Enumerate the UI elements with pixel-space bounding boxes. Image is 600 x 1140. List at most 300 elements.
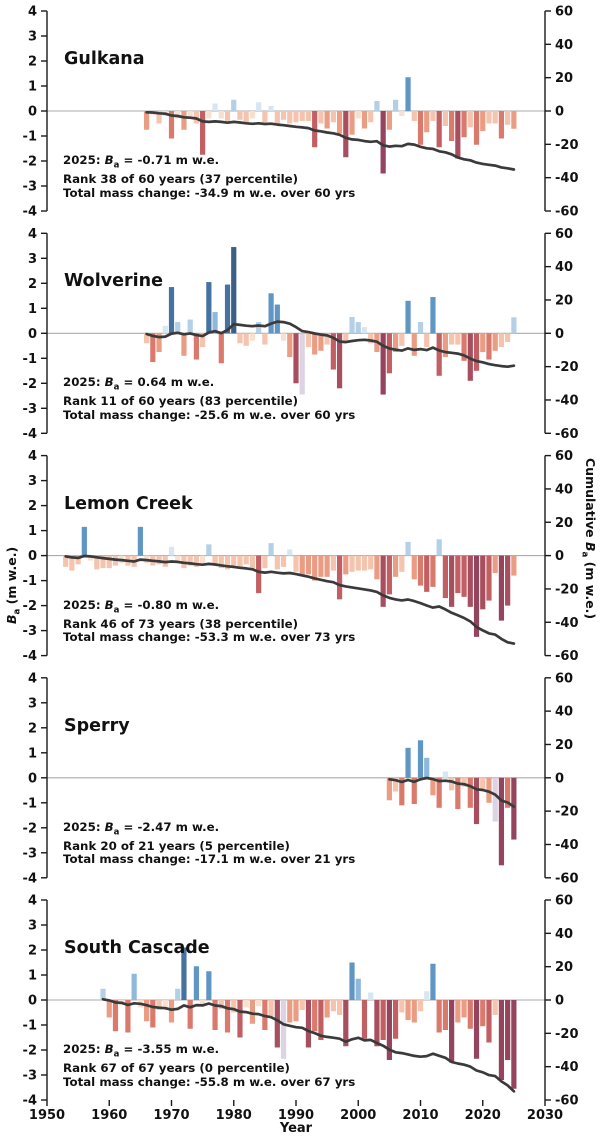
right-tick-label: 20	[555, 71, 574, 87]
annotation-line-rank: Rank 46 of 73 years (38 percentile)	[63, 616, 299, 631]
mass-balance-bar-2009	[412, 333, 417, 356]
left-tick-label: -3	[22, 401, 37, 417]
mass-balance-bar-2007	[399, 556, 404, 572]
x-tick-label: 2000	[340, 1108, 377, 1123]
annotation-line-total: Total mass change: -53.3 m w.e. over 73 yrs	[63, 630, 356, 645]
mass-balance-bar-2004	[381, 111, 386, 174]
mass-balance-bar-1986	[269, 1000, 274, 1016]
mass-balance-bar-1983	[250, 333, 255, 341]
right-tick-label: 20	[555, 515, 574, 531]
mass-balance-bar-2015	[449, 556, 454, 607]
mass-balance-bar-1992	[306, 556, 311, 575]
mass-balance-bar-2014	[443, 111, 448, 126]
mass-balance-bar-1987	[275, 111, 280, 125]
left-tick-label: -2	[22, 821, 37, 837]
mass-balance-bar-2017	[461, 1000, 466, 1018]
annotation-line-total: Total mass change: -25.6 m w.e. over 60 yrs	[63, 407, 356, 422]
right-tick-label: 60	[555, 449, 574, 465]
right-tick-label: 40	[555, 926, 574, 942]
panel-title-sperry: Sperry	[64, 715, 130, 736]
mass-balance-bar-1995	[325, 1000, 330, 1018]
mass-balance-bar-1988	[281, 333, 286, 341]
mass-balance-bar-1976	[206, 971, 211, 1000]
mass-balance-bar-2022	[493, 556, 498, 574]
mass-balance-bar-1982	[244, 1000, 249, 1008]
mass-balance-bar-2013	[437, 111, 442, 147]
right-tick-label: -60	[555, 1093, 579, 1109]
right-tick-label: 0	[555, 104, 565, 120]
left-tick-label: 4	[27, 671, 37, 687]
right-tick-label: -60	[555, 426, 579, 442]
mass-balance-bar-1973	[188, 320, 193, 334]
mass-balance-bar-2024	[505, 111, 510, 125]
mass-balance-bar-2012	[430, 964, 435, 1000]
mass-balance-bar-1985	[262, 111, 267, 122]
mass-balance-bar-2024	[505, 333, 510, 342]
left-tick-label: 1	[27, 79, 37, 95]
x-tick-label: 1960	[91, 1108, 128, 1123]
mass-balance-bar-1961	[113, 1000, 118, 1031]
right-tick-label: 60	[555, 4, 574, 20]
mass-balance-bar-2020	[480, 778, 485, 789]
right-tick-label: 40	[555, 704, 574, 720]
mass-balance-bar-1997	[337, 1000, 342, 1015]
mass-balance-bar-2014	[443, 1000, 448, 1030]
mass-balance-bar-2020	[480, 111, 485, 131]
mass-balance-bar-2019	[474, 778, 479, 824]
annotation-line-total: Total mass change: -17.1 m w.e. over 21 yrs	[63, 852, 356, 867]
right-tick-label: 20	[555, 737, 574, 753]
mass-balance-bar-1999	[349, 111, 354, 135]
left-tick-label: 4	[27, 893, 37, 909]
mass-balance-bar-2016	[455, 556, 460, 594]
annotation-line-total: Total mass change: -34.9 m w.e. over 60 yrs	[63, 185, 356, 200]
mass-balance-bar-1988	[281, 111, 286, 120]
mass-balance-bar-2023	[499, 556, 504, 621]
mass-balance-bar-1965	[138, 527, 143, 556]
x-tick-label: 2020	[464, 1108, 501, 1123]
mass-balance-bar-2018	[468, 778, 473, 808]
annotation-line-ba: 2025: $B_a = -2.47$ m w.e.	[63, 819, 220, 838]
mass-balance-bar-1981	[237, 111, 242, 120]
mass-balance-bar-2011	[424, 333, 429, 347]
mass-balance-bar-2018	[468, 556, 473, 607]
mass-balance-bar-1986	[269, 293, 274, 333]
left-tick-label: -1	[22, 574, 37, 590]
mass-balance-bar-2015	[449, 111, 454, 141]
left-tick-label: -4	[22, 426, 37, 442]
mass-balance-bar-1989	[287, 1000, 292, 1023]
right-tick-label: 0	[555, 326, 565, 342]
annotation-line-rank: Rank 38 of 60 years (37 percentile)	[63, 171, 299, 186]
mass-balance-bar-2000	[356, 111, 361, 119]
mass-balance-bar-2023	[499, 333, 504, 347]
y-axis-label-annual-balance: $B_a$ (m w.e.)	[4, 546, 23, 624]
mass-balance-bar-1991	[300, 111, 305, 121]
mass-balance-bar-2015	[449, 333, 454, 344]
annotation-line-rank: Rank 11 of 60 years (83 percentile)	[63, 394, 299, 409]
mass-balance-bar-2016	[455, 333, 460, 344]
left-tick-label: 1	[27, 524, 37, 540]
mass-balance-bar-1979	[225, 111, 230, 122]
mass-balance-bar-2021	[486, 111, 491, 124]
mass-balance-bar-1989	[287, 549, 292, 555]
mass-balance-bar-1966	[144, 111, 149, 130]
mass-balance-bar-2005	[387, 556, 392, 595]
mass-balance-bar-1979	[225, 1000, 230, 1033]
mass-balance-bar-1976	[206, 282, 211, 333]
mass-balance-bar-2000	[356, 556, 361, 571]
mass-balance-bar-1977	[212, 104, 217, 112]
right-tick-label: 0	[555, 993, 565, 1009]
annotation-south-cascade	[63, 1043, 355, 1089]
right-tick-label: -40	[555, 837, 579, 853]
y-axis-label-cumulative-balance: Cumulative $B_a$ (m w.e.)	[579, 458, 598, 620]
mass-balance-bar-1996	[331, 111, 336, 122]
mass-balance-bar-1992	[306, 333, 311, 347]
annotation-wolverine	[63, 376, 355, 422]
left-tick-label: -3	[22, 846, 37, 862]
right-tick-label: 60	[555, 226, 574, 242]
mass-balance-bar-2011	[424, 556, 429, 592]
left-tick-label: -2	[22, 1043, 37, 1059]
mass-balance-bar-1978	[219, 111, 224, 119]
mass-balance-bar-2008	[405, 77, 410, 111]
mass-balance-bar-1991	[300, 1000, 305, 1010]
mass-balance-bar-1994	[318, 556, 323, 577]
annotation-line-ba: 2025: $B_a = 0.64$ m w.e.	[63, 375, 215, 393]
mass-balance-bar-1981	[237, 333, 242, 343]
left-tick-label: -1	[22, 796, 37, 812]
mass-balance-bar-1984	[256, 556, 261, 594]
mass-balance-bar-2016	[455, 1000, 460, 1023]
mass-balance-bar-1997	[337, 556, 342, 600]
left-tick-label: -4	[22, 871, 37, 887]
mass-balance-bar-1985	[262, 333, 267, 344]
mass-balance-bar-2005	[387, 333, 392, 373]
mass-balance-bar-2021	[486, 556, 491, 601]
mass-balance-bar-1991	[300, 556, 305, 576]
left-tick-label: 1	[27, 968, 37, 984]
mass-balance-bar-2012	[430, 111, 435, 121]
left-tick-label: 4	[27, 449, 37, 465]
right-tick-label: 40	[555, 37, 574, 53]
mass-balance-bar-1964	[132, 974, 137, 1000]
mass-balance-bar-2002	[368, 993, 373, 1001]
mass-balance-bar-1980	[231, 247, 236, 333]
left-tick-label: -3	[22, 1068, 37, 1084]
mass-balance-bar-1987	[275, 1000, 280, 1048]
mass-balance-bar-2009	[412, 1000, 417, 1023]
mass-balance-bar-2007	[399, 333, 404, 346]
mass-balance-bar-2021	[486, 333, 491, 359]
mass-balance-bar-1999	[349, 556, 354, 572]
mass-balance-bar-2025	[511, 556, 516, 576]
mass-balance-bar-2017	[461, 556, 466, 597]
x-tick-label: 1970	[153, 1108, 190, 1123]
right-tick-label: -40	[555, 1060, 579, 1076]
right-tick-label: 0	[555, 549, 565, 565]
mass-balance-bar-1969	[163, 1000, 168, 1008]
mass-balance-bar-1972	[181, 111, 186, 130]
left-tick-label: -3	[22, 179, 37, 195]
right-tick-label: -40	[555, 171, 579, 187]
annotation-line-ba: 2025: $B_a = -0.71$ m w.e.	[63, 153, 220, 171]
right-tick-label: -20	[555, 137, 579, 153]
left-tick-label: 2	[27, 499, 37, 515]
mass-balance-bar-1986	[269, 106, 274, 111]
mass-balance-bar-1982	[244, 556, 249, 565]
mass-balance-bar-1995	[325, 556, 330, 577]
mass-balance-bar-1985	[262, 556, 267, 569]
mass-balance-bar-1956	[82, 527, 87, 556]
mass-balance-bar-2008	[405, 301, 410, 334]
right-tick-label: -40	[555, 615, 579, 631]
mass-balance-bar-2011	[424, 758, 429, 778]
mass-balance-bar-1976	[206, 544, 211, 555]
mass-balance-bar-1980	[231, 100, 236, 111]
panel-title-gulkana: Gulkana	[64, 49, 145, 69]
mass-balance-bar-1976	[206, 111, 211, 119]
mass-balance-bar-2010	[418, 1000, 423, 1011]
mass-balance-bar-2023	[499, 1000, 504, 1080]
mass-balance-bar-2018	[468, 111, 473, 127]
mass-balance-bar-1990	[293, 556, 298, 572]
x-tick-label: 1990	[277, 1108, 315, 1123]
mass-balance-bar-2005	[387, 111, 392, 130]
x-tick-label: 1950	[28, 1108, 66, 1123]
right-tick-label: -60	[555, 871, 579, 887]
left-tick-label: 2	[27, 943, 37, 959]
mass-balance-bar-2010	[418, 556, 423, 586]
mass-balance-bar-1993	[312, 1000, 317, 1031]
mass-balance-bar-2012	[430, 556, 435, 587]
mass-balance-bar-2019	[474, 333, 479, 371]
mass-balance-bar-2024	[505, 1000, 510, 1060]
mass-balance-bar-2023	[499, 778, 504, 866]
annotation-lemon-creek	[63, 599, 355, 645]
annotation-sperry	[63, 821, 355, 867]
mass-balance-bar-2025	[511, 1000, 516, 1089]
mass-balance-bar-2008	[405, 1000, 410, 1020]
mass-balance-bar-2001	[362, 111, 367, 129]
mass-balance-bar-1987	[275, 556, 280, 570]
mass-balance-bar-1989	[287, 111, 292, 124]
left-tick-label: 0	[27, 326, 37, 342]
mass-balance-bar-2004	[381, 1000, 386, 1040]
x-tick-label: 2010	[402, 1108, 439, 1123]
left-tick-label: -4	[22, 1093, 37, 1109]
annotation-line-rank: Rank 67 of 67 years (0 percentile)	[63, 1060, 290, 1075]
mass-balance-bar-1969	[163, 326, 168, 334]
mass-balance-bar-2001	[362, 556, 367, 571]
mass-balance-bar-1996	[331, 556, 336, 571]
mass-balance-bar-2001	[362, 327, 367, 333]
mass-balance-bar-2021	[486, 1000, 491, 1043]
right-tick-label: 60	[555, 671, 574, 687]
mass-balance-bar-2025	[511, 111, 516, 129]
left-tick-label: 4	[27, 226, 37, 242]
mass-balance-bar-2003	[374, 101, 379, 111]
right-tick-label: -20	[555, 582, 579, 598]
mass-balance-bar-1970	[169, 547, 174, 556]
mass-balance-bar-1972	[181, 333, 186, 356]
right-tick-label: -20	[555, 1026, 579, 1042]
mass-balance-bar-2019	[474, 1000, 479, 1059]
mass-balance-bar-1975	[200, 111, 205, 155]
mass-balance-bar-2004	[381, 556, 386, 607]
mass-balance-bar-2020	[480, 1000, 485, 1026]
right-tick-label: -20	[555, 360, 579, 376]
mass-balance-bar-2014	[443, 772, 448, 778]
mass-balance-bar-2013	[437, 1000, 442, 1033]
mass-balance-bar-2007	[399, 1000, 404, 1013]
mass-balance-bar-1967	[150, 1000, 155, 1028]
mass-balance-bar-2009	[412, 111, 417, 121]
left-tick-label: -1	[22, 1018, 37, 1034]
mass-balance-bar-1994	[318, 111, 323, 124]
panel-title-south-cascade: South Cascade	[64, 938, 210, 958]
mass-balance-bar-2014	[443, 556, 448, 599]
mass-balance-bar-1990	[293, 1000, 298, 1021]
right-tick-label: -60	[555, 649, 579, 665]
mass-balance-bar-1986	[269, 543, 274, 556]
mass-balance-bar-1980	[231, 556, 236, 566]
right-tick-label: 40	[555, 482, 574, 498]
left-tick-label: 0	[27, 549, 37, 565]
mass-balance-bar-2006	[393, 100, 398, 111]
right-tick-label: -60	[555, 204, 579, 220]
left-tick-label: 3	[27, 29, 37, 45]
annotation-line-ba: 2025: $B_a = -3.55$ m w.e.	[63, 1042, 220, 1060]
mass-balance-bar-2010	[418, 740, 423, 778]
left-tick-label: -2	[22, 154, 37, 170]
left-tick-label: -1	[22, 129, 37, 145]
mass-balance-bar-2010	[418, 111, 423, 145]
mass-balance-bar-1999	[349, 317, 354, 333]
mass-balance-bar-2025	[511, 778, 516, 840]
mass-balance-bar-2018	[468, 1000, 473, 1029]
annotation-line-total: Total mass change: -55.8 m w.e. over 67 yrs	[63, 1074, 356, 1089]
mass-balance-bar-1998	[343, 1000, 348, 1046]
mass-balance-bar-1982	[244, 333, 249, 346]
mass-balance-bar-2013	[437, 333, 442, 376]
mass-balance-bar-2025	[511, 317, 516, 333]
left-tick-label: 2	[27, 721, 37, 737]
mass-balance-bar-2000	[356, 979, 361, 1000]
mass-balance-bar-2022	[493, 1000, 498, 1015]
right-tick-label: 40	[555, 260, 574, 276]
left-tick-label: -3	[22, 624, 37, 640]
mass-balance-bar-2019	[474, 111, 479, 145]
mass-balance-bar-2005	[387, 778, 392, 801]
mass-balance-bar-1981	[237, 1000, 242, 1038]
mass-balance-bar-1993	[312, 333, 317, 354]
right-tick-label: 0	[555, 771, 565, 787]
mass-balance-bar-2010	[418, 322, 423, 333]
mass-balance-bar-1998	[343, 111, 348, 157]
mass-balance-bar-2008	[405, 748, 410, 778]
left-tick-label: 0	[27, 771, 37, 787]
mass-balance-bar-2006	[393, 1000, 398, 1039]
left-tick-label: 1	[27, 746, 37, 762]
mass-balance-bar-1970	[169, 287, 174, 333]
mass-balance-bar-2017	[461, 111, 466, 137]
x-axis-label-year: Year	[279, 1121, 313, 1136]
mass-balance-bar-1999	[349, 963, 354, 1001]
mass-balance-bar-1973	[188, 1000, 193, 1029]
mass-balance-bar-2015	[449, 778, 454, 791]
mass-balance-bar-2003	[374, 556, 379, 580]
mass-balance-bar-1987	[275, 305, 280, 334]
left-tick-label: -4	[22, 649, 37, 665]
mass-balance-bar-1997	[337, 111, 342, 134]
mass-balance-bar-1971	[175, 989, 180, 1000]
right-tick-label: 20	[555, 960, 574, 976]
right-tick-label: -20	[555, 804, 579, 820]
mass-balance-bar-1979	[225, 285, 230, 334]
panel-title-lemon-creek: Lemon Creek	[64, 493, 193, 514]
left-tick-label: 2	[27, 54, 37, 70]
mass-balance-bar-2004	[381, 333, 386, 394]
mass-balance-bar-2022	[493, 333, 498, 351]
x-tick-label: 2030	[526, 1108, 564, 1123]
annotation-line-rank: Rank 20 of 21 years (5 percentile)	[63, 838, 290, 853]
annotation-line-ba: 2025: $B_a = -0.80$ m w.e.	[63, 597, 220, 615]
left-tick-label: 3	[27, 251, 37, 267]
mass-balance-bar-1982	[244, 111, 249, 124]
mass-balance-bar-1983	[250, 556, 255, 570]
mass-balance-bar-2008	[405, 542, 410, 556]
mass-balance-bar-1995	[325, 111, 330, 129]
x-tick-label: 1980	[215, 1108, 252, 1123]
left-tick-label: 0	[27, 993, 37, 1009]
mass-balance-bar-2020	[480, 556, 485, 610]
mass-balance-bar-2022	[493, 778, 498, 822]
mass-balance-bar-1988	[281, 556, 286, 567]
annotation-gulkana	[63, 154, 355, 200]
mass-balance-bar-2011	[424, 111, 429, 132]
mass-balance-bar-2009	[412, 556, 417, 580]
left-tick-label: 3	[27, 474, 37, 490]
mass-balance-bar-1984	[256, 102, 261, 111]
mass-balance-bar-1996	[331, 1000, 336, 1011]
mass-balance-bar-2006	[393, 556, 398, 577]
mass-balance-bar-1992	[306, 111, 311, 121]
left-tick-label: -4	[22, 204, 37, 220]
left-tick-label: -2	[22, 599, 37, 615]
mass-balance-bar-2024	[505, 556, 510, 606]
mass-balance-bar-1998	[343, 556, 348, 575]
left-tick-label: -2	[22, 376, 37, 392]
mass-balance-bar-2020	[480, 333, 485, 352]
right-tick-label: -40	[555, 393, 579, 409]
mass-balance-bar-1984	[256, 322, 261, 333]
mass-balance-bar-1966	[144, 1000, 149, 1021]
mass-balance-bar-2007	[399, 111, 404, 116]
mass-balance-bar-1975	[200, 556, 205, 564]
mass-balance-bar-2003	[374, 1000, 379, 1046]
mass-balance-bar-1970	[169, 1000, 174, 1023]
mass-balance-bar-1974	[194, 333, 199, 359]
right-tick-label: 20	[555, 293, 574, 309]
mass-balance-bar-1978	[219, 333, 224, 363]
left-tick-label: 1	[27, 301, 37, 317]
left-tick-label: 4	[27, 4, 37, 20]
mass-balance-bar-1989	[287, 333, 292, 357]
mass-balance-bar-1983	[250, 111, 255, 119]
mass-balance-bar-1960	[107, 1000, 112, 1018]
